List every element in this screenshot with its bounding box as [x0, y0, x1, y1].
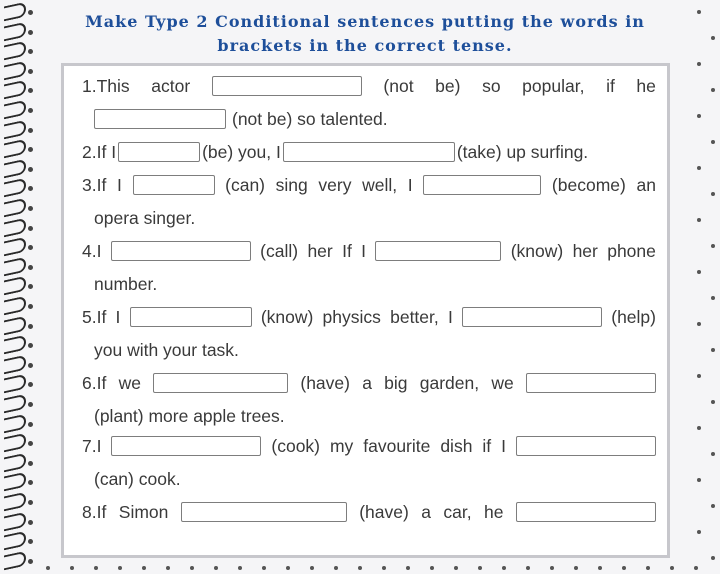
word: I — [116, 174, 122, 195]
word: (can) cook. — [94, 468, 181, 489]
border-dot — [711, 348, 715, 352]
item-2-line-1 — [82, 140, 656, 164]
item-number: 3.If — [82, 174, 107, 195]
spiral-coil — [2, 200, 32, 212]
border-dot — [697, 322, 701, 326]
item-1-line-1 — [82, 74, 656, 98]
border-dot — [94, 566, 98, 570]
border-dot — [286, 566, 290, 570]
spiral-coil — [2, 337, 32, 349]
word: actor — [151, 75, 191, 96]
border-dot — [70, 566, 74, 570]
word: I — [115, 306, 121, 327]
word: her — [572, 240, 598, 261]
spiral-coil — [2, 278, 32, 290]
border-dot — [711, 296, 715, 300]
word: if — [606, 75, 615, 96]
item-number: 2.If I — [82, 141, 117, 162]
item-6-line-2 — [94, 404, 668, 428]
word: we — [491, 372, 514, 393]
word: very — [318, 174, 352, 195]
border-dot — [622, 566, 626, 570]
word: phone — [607, 240, 656, 261]
word: (call) — [260, 240, 299, 261]
spiral-coil — [2, 474, 32, 486]
word: opera singer. — [94, 207, 196, 228]
border-dot — [711, 452, 715, 456]
answer-input-4b[interactable] — [375, 241, 501, 261]
word: a — [362, 372, 372, 393]
answer-input-8b[interactable] — [516, 502, 656, 522]
border-dot — [711, 140, 715, 144]
title-line-1: Make Type 2 Conditional sentences putting the words in — [85, 12, 645, 31]
spiral-coil — [2, 494, 32, 506]
dotted-border-right — [680, 0, 720, 574]
border-dot — [166, 566, 170, 570]
word: I — [501, 435, 506, 456]
word: so — [482, 75, 501, 96]
word: number. — [94, 273, 158, 294]
answer-input-4a[interactable] — [111, 241, 251, 261]
border-dot — [526, 566, 530, 570]
border-dot — [697, 218, 701, 222]
border-dot — [711, 244, 715, 248]
border-dot — [711, 88, 715, 92]
word: car, — [443, 501, 472, 522]
border-dot — [550, 566, 554, 570]
word: (not — [383, 75, 414, 96]
item-8-line-2 — [94, 533, 668, 557]
spiral-coil — [2, 43, 32, 55]
word: (help) — [611, 306, 656, 327]
border-dot — [711, 400, 715, 404]
border-dot — [697, 374, 701, 378]
border-dot — [382, 566, 386, 570]
word: better, — [390, 306, 439, 327]
spiral-coil — [2, 161, 32, 173]
border-dot — [711, 36, 715, 40]
answer-input-2b[interactable] — [283, 142, 455, 162]
answer-input-7b[interactable] — [516, 436, 656, 456]
border-dot — [430, 566, 434, 570]
spiral-coil — [2, 180, 32, 192]
spiral-coil — [2, 259, 32, 271]
word: (have) — [359, 501, 409, 522]
border-dot — [478, 566, 482, 570]
spiral-coil — [2, 102, 32, 114]
border-dot — [598, 566, 602, 570]
border-dot — [118, 566, 122, 570]
spiral-coil — [2, 376, 32, 388]
border-dot — [214, 566, 218, 570]
word: an — [636, 174, 656, 195]
word: be) — [435, 75, 461, 96]
border-dot — [406, 566, 410, 570]
border-dot — [454, 566, 458, 570]
item-5-line-2 — [94, 338, 668, 362]
item-7-line-1 — [82, 434, 656, 458]
border-dot — [358, 566, 362, 570]
border-dot — [142, 566, 146, 570]
word: we — [118, 372, 141, 393]
word: (have) — [300, 372, 350, 393]
border-dot — [190, 566, 194, 570]
spiral-coil — [2, 455, 32, 467]
border-dot — [238, 566, 242, 570]
spiral-coil — [2, 318, 32, 330]
item-number: 8.If — [82, 501, 107, 522]
spiral-coil — [2, 141, 32, 153]
word: I — [407, 174, 413, 195]
word: he — [484, 501, 504, 522]
spiral-coil — [2, 435, 32, 447]
answer-input-3a[interactable] — [133, 175, 215, 195]
word: I — [361, 240, 367, 261]
spiral-coil — [2, 63, 32, 75]
word: favourite — [363, 435, 431, 456]
word: (become) — [551, 174, 626, 195]
item-3-line-1 — [82, 173, 656, 197]
answer-input-8a[interactable] — [181, 502, 347, 522]
border-dot — [502, 566, 506, 570]
item-7-line-2 — [94, 467, 668, 491]
spiral-coil — [2, 357, 32, 369]
word: (know) — [260, 306, 314, 327]
word: (plant) more apple trees. — [94, 405, 285, 426]
item-4-line-1 — [82, 239, 656, 263]
spiral-coil — [2, 82, 32, 94]
word: garden, — [419, 372, 480, 393]
item-6-line-1 — [82, 371, 656, 395]
border-dot — [697, 270, 701, 274]
dotted-border-bottom — [40, 560, 720, 574]
word: I — [447, 306, 453, 327]
answer-input-1b[interactable] — [94, 109, 226, 129]
border-dot — [697, 166, 701, 170]
item-3-line-2 — [94, 206, 668, 230]
item-8-line-1 — [82, 500, 656, 524]
spiral-binding — [0, 0, 42, 574]
word: (cook) — [271, 435, 321, 456]
word: a — [421, 501, 431, 522]
word: Simon — [118, 501, 169, 522]
spiral-coil — [2, 553, 32, 565]
answer-input-2a[interactable] — [118, 142, 200, 162]
border-dot — [334, 566, 338, 570]
spiral-coil — [2, 396, 32, 408]
border-dot — [697, 426, 701, 430]
title-line-2: brackets in the correct tense. — [217, 36, 513, 55]
item-number: 7.I — [82, 435, 102, 456]
spiral-coil — [2, 239, 32, 251]
word: (can) — [225, 174, 266, 195]
item-1-line-2 — [94, 107, 668, 131]
word: dish — [440, 435, 473, 456]
border-dot — [697, 62, 701, 66]
answer-input-1a[interactable] — [212, 76, 362, 96]
exercise-box — [61, 63, 670, 558]
word: you with your task. — [94, 339, 239, 360]
word: sing — [275, 174, 308, 195]
border-dot — [694, 566, 698, 570]
word: if — [482, 435, 492, 456]
border-dot — [697, 114, 701, 118]
word: (know) — [510, 240, 564, 261]
border-dot — [310, 566, 314, 570]
answer-input-3b[interactable] — [423, 175, 541, 195]
spiral-coil — [2, 416, 32, 428]
answer-input-5a[interactable] — [130, 307, 252, 327]
answer-input-6a[interactable] — [153, 373, 288, 393]
item-4-line-2 — [94, 272, 668, 296]
item-5-line-1 — [82, 305, 656, 329]
border-dot — [646, 566, 650, 570]
item-number: 5.If — [82, 306, 107, 327]
border-dot — [262, 566, 266, 570]
border-dot — [46, 566, 50, 570]
border-dot — [711, 504, 715, 508]
spiral-coil — [2, 514, 32, 526]
border-dot — [697, 10, 701, 14]
item-number: 6.If — [82, 372, 107, 393]
border-dot — [670, 566, 674, 570]
word: (take) up surfing. — [456, 141, 589, 162]
spiral-coil — [2, 122, 32, 134]
border-dot — [711, 192, 715, 196]
spiral-coil — [2, 4, 32, 16]
spiral-coil — [2, 24, 32, 36]
word: big — [384, 372, 408, 393]
answer-input-5b[interactable] — [462, 307, 602, 327]
word: well, — [362, 174, 398, 195]
worksheet-title — [60, 10, 670, 58]
word: he — [636, 75, 656, 96]
border-dot — [697, 478, 701, 482]
word: popular, — [522, 75, 585, 96]
border-dot — [697, 530, 701, 534]
word: her — [307, 240, 333, 261]
answer-input-6b[interactable] — [526, 373, 656, 393]
spiral-coil — [2, 533, 32, 545]
spiral-coil — [2, 298, 32, 310]
item-number: 4.I — [82, 240, 102, 261]
word: my — [329, 435, 354, 456]
border-dot — [574, 566, 578, 570]
word: If — [342, 240, 352, 261]
word: (not be) so talented. — [232, 108, 388, 129]
answer-input-7a[interactable] — [111, 436, 261, 456]
word: physics — [322, 306, 381, 327]
item-number: 1.This — [82, 75, 130, 96]
spiral-coil — [2, 220, 32, 232]
word: (be) you, I — [202, 141, 281, 162]
